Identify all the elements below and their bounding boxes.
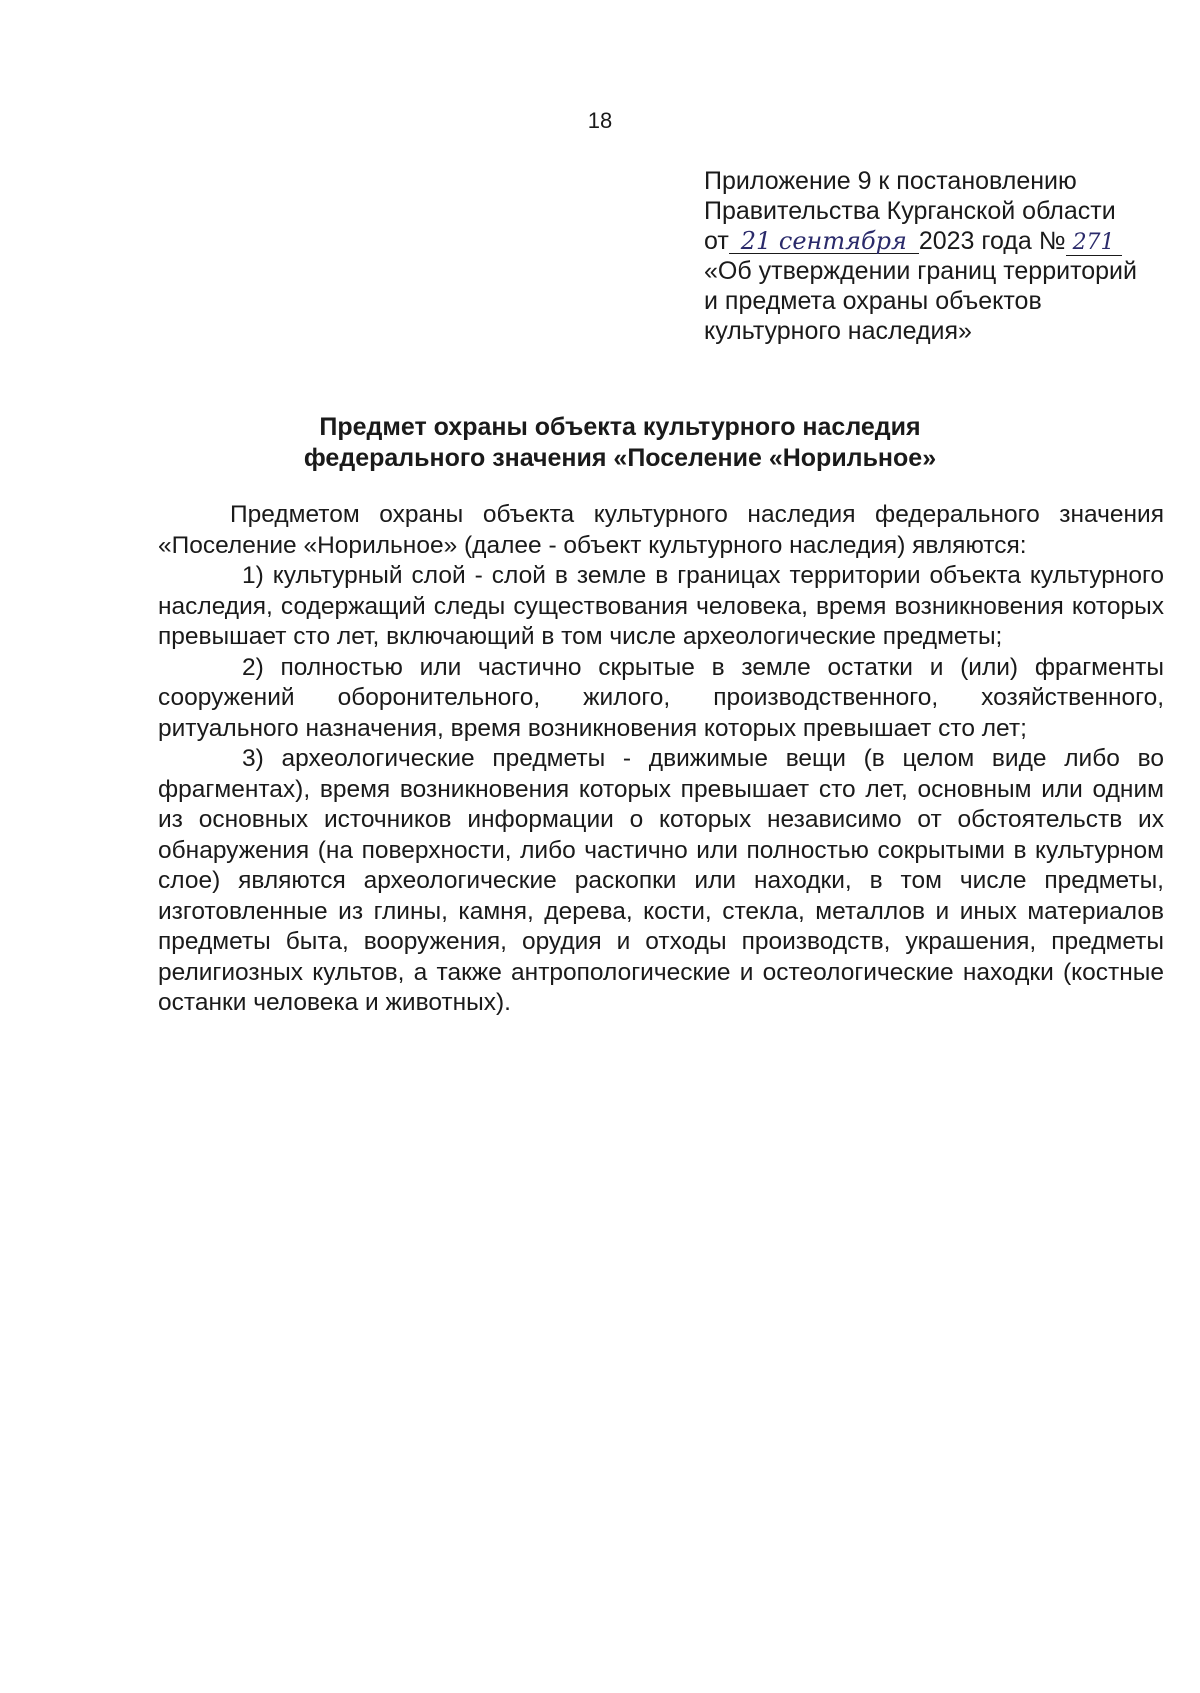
appendix-line-3 (704, 226, 1174, 256)
list-item-3: 3) археологические предметы - движимые вещи (в целом виде либо во фрагментах), время возникновения которых превышает сто лет, основным или одним из основных источников информации о которых независимо от обстоятельств их обнаружения (на поверхности, либо частично или полностью сокрытыми в культурном слое) являются археологические раскопки или находки, в том числе предметы, изготовленные из глины, камня, дерева, кости, стекла, металлов и иных материалов предметы быта, вооружения, орудия и отходы производств, украшения, предметы религиозных культов, а также антропологические и остеологические находки (костные останки человека и животных). (158, 745, 1164, 1016)
appendix-header (704, 166, 1174, 346)
title-line-1: Предмет охраны объекта культурного наследия (319, 413, 921, 441)
title-line-2: федерального значения «Поселение «Норильное» (303, 444, 937, 472)
handwritten-date: 21 сентября (729, 229, 919, 254)
appendix-line-4: «Об утверждении границ территорий (704, 257, 1137, 285)
intro-paragraph: Предметом охраны объекта культурного наследия федерального значения «Поселение «Норильное» (далее - объект культурного наследия) являются: (158, 501, 1164, 559)
document-title (0, 412, 1200, 474)
appendix-line-6: культурного наследия» (704, 317, 972, 345)
handwritten-number: 271 (1066, 231, 1122, 256)
document-body (158, 500, 1164, 1019)
list-item-2: 2) полностью или частично скрытые в земле остатки и (или) фрагменты сооружений оборонительного, жилого, производственного, хозяйственного, ритуального назначения, время возникновения которых превышает сто лет; (158, 653, 1164, 742)
appendix-from: от (704, 227, 729, 255)
appendix-line-1: Приложение 9 к постановлению (704, 167, 1077, 195)
appendix-year: 2023 года № (918, 227, 1066, 255)
appendix-line-5: и предмета охраны объектов (704, 287, 1042, 315)
appendix-line-2: Правительства Курганской области (704, 197, 1116, 225)
page-number: 18 (587, 108, 613, 133)
list-item-1: 1) культурный слой - слой в земле в границах территории объекта культурного наследия, содержащий следы существования человека, время возникновения которых превышает сто лет, включающий в том числе археологические предметы; (158, 562, 1164, 650)
